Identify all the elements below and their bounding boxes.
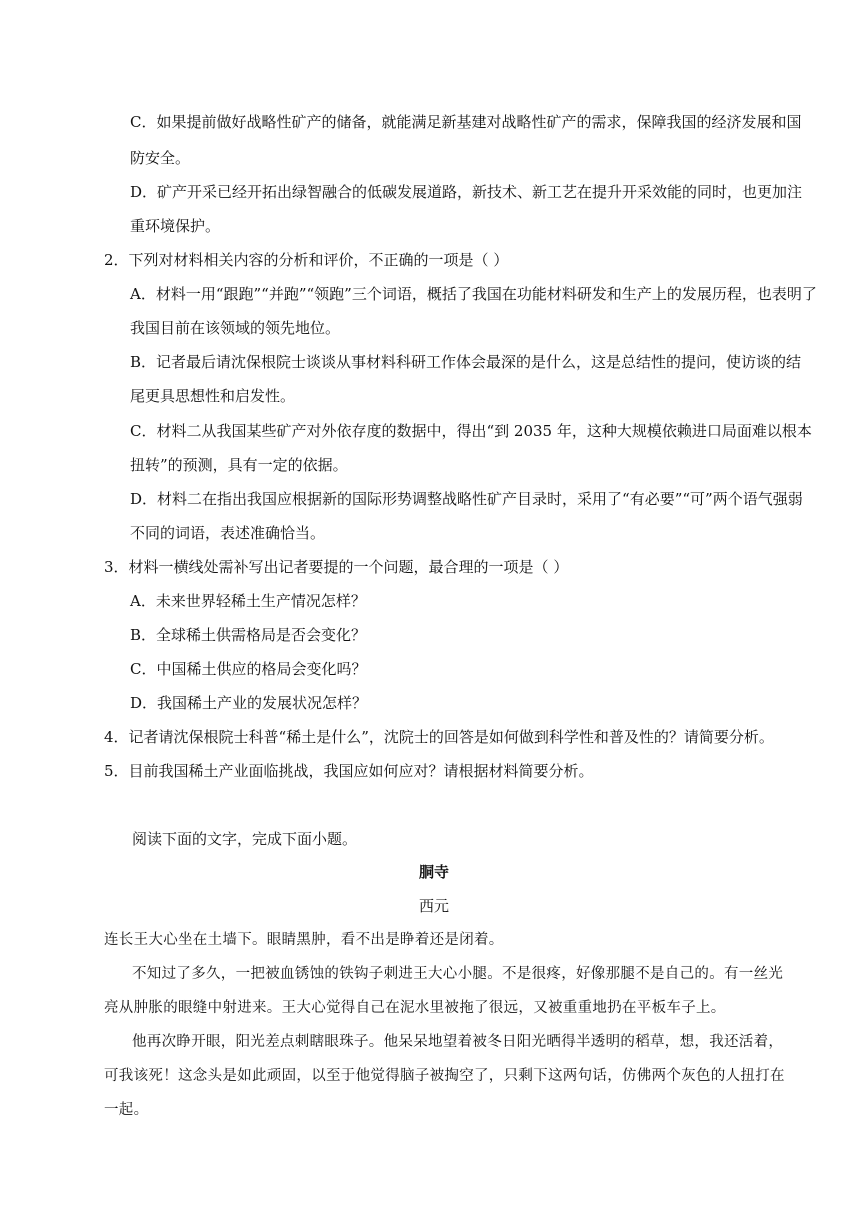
q2-option-c-line2: 扭转”的预测，具有一定的依据。 xyxy=(130,456,348,474)
passage-paragraph-3-line2: 可我该死！这念头是如此顽固，以至于他觉得脑子被掏空了，只剩下这两句话，仿佛两个灰色的人扭打在 xyxy=(104,1068,785,1084)
q2-option-a-line1: A．材料一用“跟跑”“并跑”“领跑”三个词语，概括了我国在功能材料研发和生产上的发展历程，也表明了 xyxy=(130,285,817,303)
q4-stem: 4．记者请沈保根院士科普“稀土是什么”，沈院士的回答是如何做到科学性和普及性的？请简要分析。 xyxy=(104,728,774,746)
passage-author: 西元 xyxy=(418,897,449,915)
q2-option-b-line2: 尾更具思想性和启发性。 xyxy=(130,387,296,405)
q3-option-d: D．我国稀土产业的发展状况怎样？ xyxy=(130,694,368,712)
q3-option-c: C．中国稀土供应的格局会变化吗？ xyxy=(130,660,367,678)
q1-option-c-line2: 防安全。 xyxy=(130,149,191,167)
q2-option-a-line2: 我国目前在该领域的领先地位。 xyxy=(130,319,341,337)
passage-paragraph-2-line1: 不知过了多久，一把被血锈蚀的铁钩子刺进王大心小腿。不是很疼，好像那腿不是自己的。有一丝光 xyxy=(132,966,784,982)
reading-instruction: 阅读下面的文字，完成下面小题。 xyxy=(132,830,358,848)
q1-option-d-line2: 重环境保护。 xyxy=(130,217,221,235)
q3-option-a: A．未来世界轻稀土生产情况怎样？ xyxy=(130,592,366,610)
passage-paragraph-1: 连长王大心坐在土墙下。眼睛黑肿，看不出是睁着还是闭着。 xyxy=(104,932,504,948)
passage-paragraph-3-line3: 一起。 xyxy=(104,1102,149,1118)
q1-option-c-line1: C．如果提前做好战略性矿产的储备，就能满足新基建对战略性矿产的需求，保障我国的经济发展和国 xyxy=(130,113,802,131)
q1-option-d-line1: D．矿产开采已经开拓出绿智融合的低碳发展道路，新技术、新工艺在提升开采效能的同时，也更加注 xyxy=(130,183,803,201)
q2-option-d-line1: D．材料二在指出我国应根据新的国际形势调整战略性矿产目录时，采用了“有必要”“可”两个语气强弱 xyxy=(130,490,803,508)
q2-option-b-line1: B．记者最后请沈保根院士谈谈从事材料科研工作体会最深的是什么，这是总结性的提问，使访谈的结 xyxy=(130,353,802,371)
passage-title: 胴寺 xyxy=(418,863,449,881)
q3-option-b: B．全球稀土供需格局是否会变化？ xyxy=(130,626,367,644)
q5-stem: 5．目前我国稀土产业面临挑战，我国应如何应对？请根据材料简要分析。 xyxy=(104,762,594,780)
passage-paragraph-2-line2: 亮从肿胀的眼缝中射进来。王大心觉得自己在泥水里被拖了很远，又被重重地扔在平板车子上。 xyxy=(104,1000,726,1016)
q2-option-d-line2: 不同的词语，表述准确恰当。 xyxy=(130,524,326,542)
passage-paragraph-3-line1: 他再次睁开眼，阳光差点刺瞎眼珠子。他呆呆地望着被冬日阳光晒得半透明的稻草，想，我还活着， xyxy=(132,1034,784,1050)
q3-stem: 3．材料一横线处需补写出记者要提的一个问题，最合理的一项是（ ） xyxy=(104,558,569,576)
q2-stem: 2．下列对材料相关内容的分析和评价，不正确的一项是（ ） xyxy=(104,251,509,269)
q2-option-c-line1: C．材料二从我国某些矿产对外依存度的数据中，得出“到 2035 年，这种大规模依赖进口局面难以根本 xyxy=(130,422,812,440)
